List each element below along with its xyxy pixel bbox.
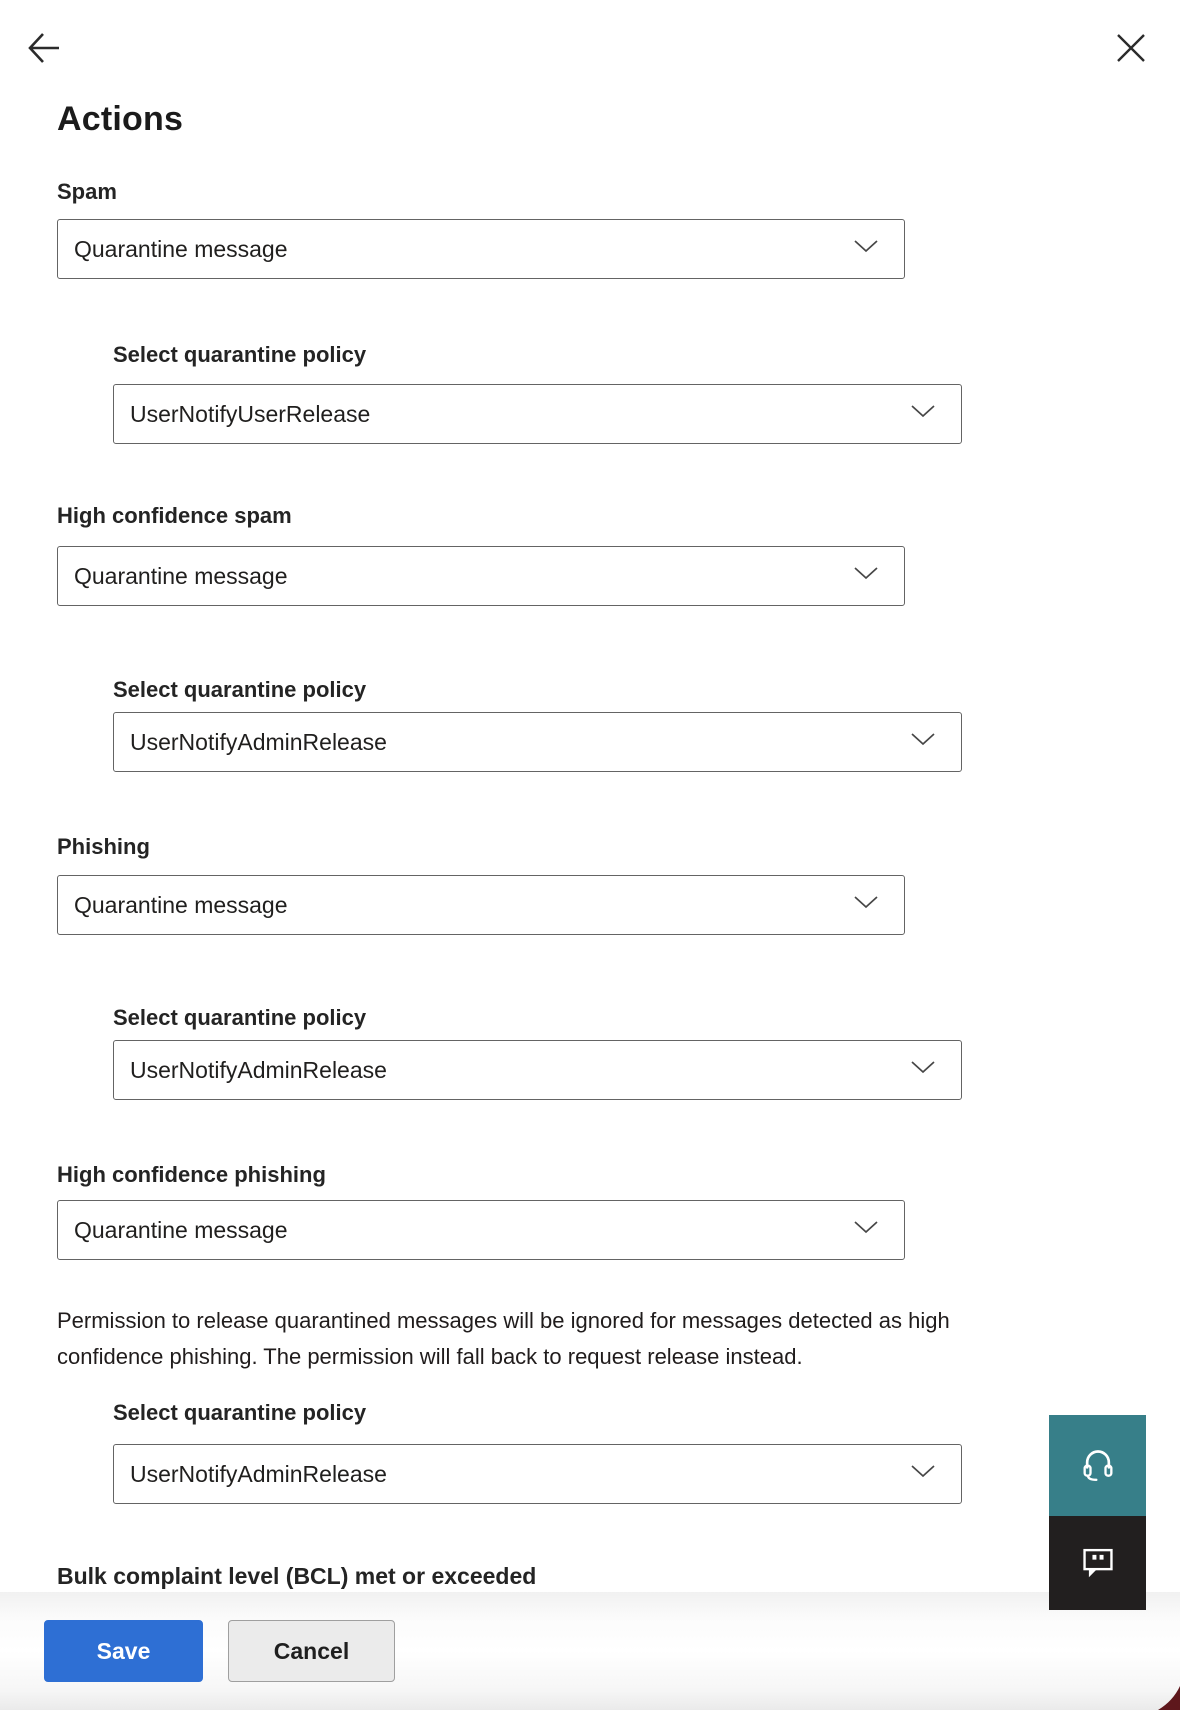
cancel-button[interactable]: Cancel [228,1620,395,1682]
spam-policy-value: UserNotifyUserRelease [130,400,371,427]
headset-icon [1078,1444,1118,1487]
spam-policy-label: Select quarantine policy [113,342,367,367]
phishing-action-select[interactable] [57,875,905,935]
high-confidence-spam-label: High confidence spam [57,503,292,528]
chevron-down-icon [854,240,878,258]
chevron-down-icon [854,896,878,914]
chevron-down-icon [854,1221,878,1239]
chevron-down-icon [911,733,935,751]
phishing-action-value: Quarantine message [74,891,288,918]
feedback-bubble-icon [1079,1543,1117,1584]
phishing-policy-value: UserNotifyAdminRelease [130,1056,387,1083]
spam-action-select[interactable] [57,219,905,279]
phishing-policy-select[interactable] [113,1040,962,1100]
back-button[interactable] [26,30,62,66]
phishing-policy-label: Select quarantine policy [113,1005,367,1030]
high-confidence-phishing-label: High confidence phishing [57,1162,326,1187]
chevron-down-icon [911,1465,935,1483]
help-button[interactable] [1049,1415,1146,1516]
spam-label: Spam [57,179,117,204]
corner-image-sliver [1158,1686,1180,1710]
high-confidence-spam-policy-select[interactable] [113,712,962,772]
close-icon [1116,33,1148,63]
bulk-complaint-label-clipped [57,1558,757,1589]
high-confidence-phishing-policy-label: Select quarantine policy [113,1400,367,1425]
chevron-down-icon [854,567,878,585]
high-confidence-spam-policy-value: UserNotifyAdminRelease [130,728,387,755]
spam-policy-select[interactable] [113,384,962,444]
page-title: Actions [57,100,184,138]
high-confidence-phishing-policy-value: UserNotifyAdminRelease [130,1460,387,1487]
feedback-button[interactable] [1049,1516,1146,1610]
chevron-down-icon [911,1061,935,1079]
arrow-left-icon [26,31,62,65]
bulk-complaint-label: Bulk complaint level (BCL) met or exceeded [57,1563,537,1589]
high-confidence-phishing-action-select[interactable] [57,1200,905,1260]
high-confidence-spam-policy-label: Select quarantine policy [113,677,367,702]
phishing-label: Phishing [57,834,150,859]
save-button[interactable]: Save [44,1620,203,1682]
high-confidence-spam-action-value: Quarantine message [74,562,288,589]
high-confidence-phishing-action-value: Quarantine message [74,1216,288,1243]
spam-action-value: Quarantine message [74,235,288,262]
chevron-down-icon [911,405,935,423]
high-confidence-spam-action-select[interactable] [57,546,905,606]
high-confidence-phishing-note: Permission to release quarantined messages will be ignored for messages detected as high confidence phishing. The permission will fall back to request release instead. [57,1308,950,1369]
close-button[interactable] [1116,32,1148,64]
high-confidence-phishing-policy-select[interactable] [113,1444,962,1504]
